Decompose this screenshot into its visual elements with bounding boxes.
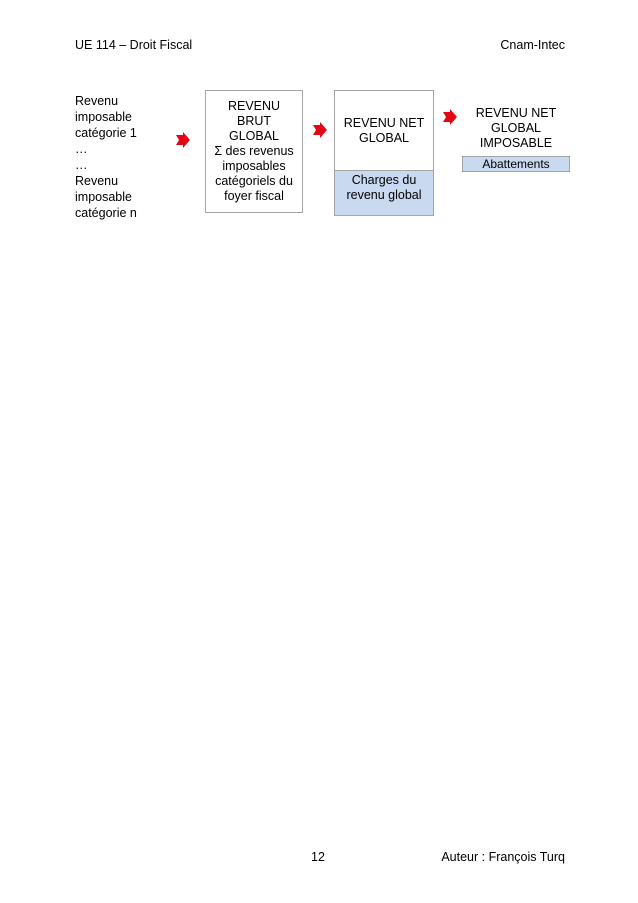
revenu-net-global-box: [334, 90, 434, 216]
left-line: imposable: [75, 110, 132, 124]
brut-line: REVENU: [227, 99, 281, 113]
brut-line: BRUT: [236, 114, 272, 128]
left-line: Revenu: [75, 174, 119, 188]
left-line: catégorie 1: [75, 126, 137, 140]
brut-line: Σ des revenus: [214, 144, 294, 158]
brut-line: imposables: [222, 159, 286, 173]
left-line: catégorie n: [75, 206, 137, 220]
header-institution: Cnam-Intec: [500, 38, 565, 52]
page-number: 12: [311, 850, 325, 864]
arrow-right-icon: [311, 121, 329, 139]
imposable-line: REVENU NET: [475, 106, 557, 120]
left-line: imposable: [75, 190, 132, 204]
arrow-right-icon: [441, 108, 459, 126]
imposable-line: IMPOSABLE: [479, 136, 553, 150]
net-global-title: [335, 91, 433, 170]
charges-revenu-global: [335, 170, 433, 215]
revenu-net-imposable: [462, 106, 570, 151]
net-line: REVENU NET: [343, 115, 425, 130]
footer-author: Auteur : François Turq: [441, 850, 565, 864]
charges-line: Charges du: [351, 173, 417, 187]
brut-line: GLOBAL: [228, 129, 280, 143]
imposable-line: GLOBAL: [490, 121, 542, 135]
header-course-title: UE 114 – Droit Fiscal: [75, 38, 193, 52]
abattements-box: Abattements: [462, 156, 570, 172]
net-line: GLOBAL: [358, 130, 410, 145]
left-column-categories: [75, 93, 155, 221]
arrow-right-icon: [174, 131, 192, 149]
brut-line: foyer fiscal: [224, 189, 284, 203]
charges-line: revenu global: [346, 188, 422, 202]
left-line: …: [75, 142, 88, 156]
left-line: Revenu: [75, 94, 119, 108]
brut-line: catégoriels du: [215, 174, 293, 188]
revenu-brut-global-box: [205, 90, 303, 213]
left-line: …: [75, 158, 88, 172]
